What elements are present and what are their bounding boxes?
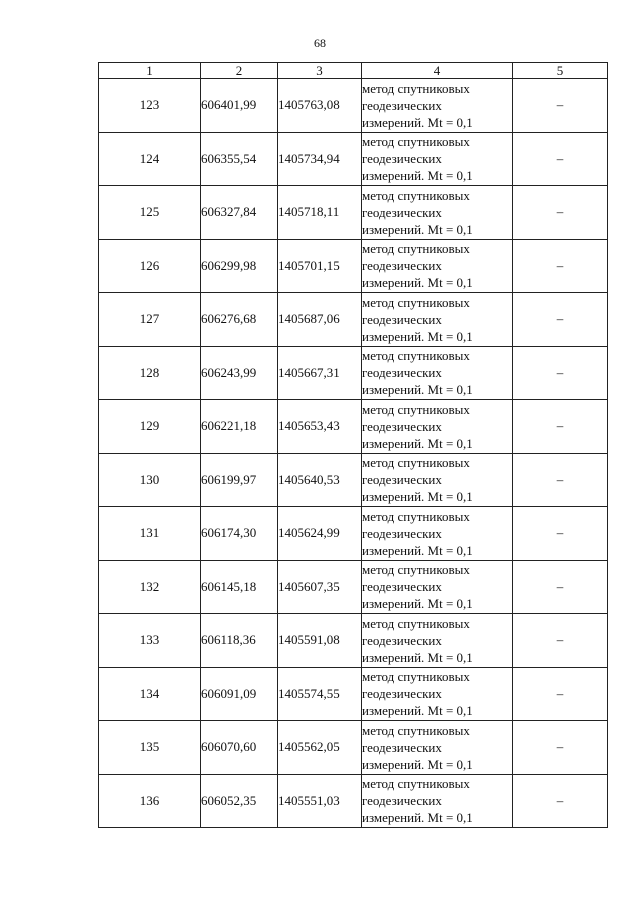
method-line: измерений. Mt = 0,1: [362, 382, 473, 398]
method-description: [362, 507, 513, 561]
coordinate-x: 606199,97: [201, 453, 278, 507]
column-5-value: –: [513, 453, 608, 507]
table-row: [99, 346, 608, 400]
method-line: геодезических: [362, 311, 442, 327]
method-line: метод спутниковых: [362, 776, 470, 792]
coordinate-x: 606401,99: [201, 79, 278, 133]
method-line: метод спутниковых: [362, 669, 470, 685]
coordinate-x: 606118,36: [201, 614, 278, 668]
coordinate-y: 1405624,99: [278, 507, 362, 561]
coordinate-y: 1405701,15: [278, 239, 362, 293]
page-number: 68: [314, 36, 326, 50]
column-5-value: –: [513, 774, 608, 828]
column-5-value: –: [513, 721, 608, 775]
point-number: 128: [99, 346, 201, 400]
method-line: метод спутниковых: [362, 722, 470, 738]
coordinate-x: 606070,60: [201, 721, 278, 775]
coordinate-y: 1405718,11: [278, 186, 362, 240]
point-number: 129: [99, 400, 201, 454]
method-line: метод спутниковых: [362, 348, 470, 364]
method-line: геодезических: [362, 472, 442, 488]
column-5-value: –: [513, 667, 608, 721]
coordinate-y: 1405591,08: [278, 614, 362, 668]
method-line: измерений. Mt = 0,1: [362, 275, 473, 291]
column-header-5: 5: [513, 63, 608, 79]
method-line: метод спутниковых: [362, 615, 470, 631]
column-header-3: 3: [278, 63, 362, 79]
point-number: 136: [99, 774, 201, 828]
method-line: геодезических: [362, 739, 442, 755]
point-number: 125: [99, 186, 201, 240]
column-5-value: –: [513, 560, 608, 614]
method-line: геодезических: [362, 204, 442, 220]
column-5-value: –: [513, 346, 608, 400]
coordinate-x: 606145,18: [201, 560, 278, 614]
coordinate-y: 1405574,55: [278, 667, 362, 721]
method-description: [362, 721, 513, 775]
method-line: геодезических: [362, 632, 442, 648]
method-line: геодезических: [362, 793, 442, 809]
method-description: [362, 132, 513, 186]
method-line: геодезических: [362, 525, 442, 541]
method-line: метод спутниковых: [362, 134, 470, 150]
coordinate-y: 1405607,35: [278, 560, 362, 614]
table-row: [99, 560, 608, 614]
method-line: измерений. Mt = 0,1: [362, 542, 473, 558]
method-line: измерений. Mt = 0,1: [362, 221, 473, 237]
point-number: 130: [99, 453, 201, 507]
method-line: метод спутниковых: [362, 80, 470, 96]
point-number: 132: [99, 560, 201, 614]
method-description: [362, 293, 513, 347]
table-row: [99, 400, 608, 454]
coordinate-x: 606327,84: [201, 186, 278, 240]
method-line: метод спутниковых: [362, 294, 470, 310]
coordinate-x: 606243,99: [201, 346, 278, 400]
method-line: метод спутниковых: [362, 187, 470, 203]
point-number: 134: [99, 667, 201, 721]
column-5-value: –: [513, 239, 608, 293]
method-line: метод спутниковых: [362, 401, 470, 417]
coordinate-y: 1405551,03: [278, 774, 362, 828]
method-description: [362, 614, 513, 668]
table-row: [99, 132, 608, 186]
coordinate-x: 606276,68: [201, 293, 278, 347]
table-row: [99, 507, 608, 561]
method-line: геодезических: [362, 365, 442, 381]
coordinate-y: 1405687,06: [278, 293, 362, 347]
point-number: 123: [99, 79, 201, 133]
method-line: метод спутниковых: [362, 508, 470, 524]
coordinate-y: 1405763,08: [278, 79, 362, 133]
column-header-4: 4: [362, 63, 513, 79]
method-description: [362, 400, 513, 454]
method-description: [362, 346, 513, 400]
table-row: [99, 721, 608, 775]
table-row: [99, 667, 608, 721]
method-line: измерений. Mt = 0,1: [362, 756, 473, 772]
method-line: измерений. Mt = 0,1: [362, 114, 473, 130]
method-line: измерений. Mt = 0,1: [362, 168, 473, 184]
point-number: 131: [99, 507, 201, 561]
method-line: геодезических: [362, 258, 442, 274]
table-header: [99, 63, 608, 79]
method-description: [362, 79, 513, 133]
table-row: [99, 614, 608, 668]
point-number: 127: [99, 293, 201, 347]
column-header-1: 1: [99, 63, 201, 79]
method-description: [362, 560, 513, 614]
column-5-value: –: [513, 132, 608, 186]
method-description: [362, 774, 513, 828]
method-line: геодезических: [362, 579, 442, 595]
method-line: измерений. Mt = 0,1: [362, 596, 473, 612]
method-line: метод спутниковых: [362, 455, 470, 471]
method-line: геодезических: [362, 151, 442, 167]
coordinate-x: 606174,30: [201, 507, 278, 561]
table-row: [99, 186, 608, 240]
method-line: метод спутниковых: [362, 562, 470, 578]
coordinate-x: 606355,54: [201, 132, 278, 186]
coordinate-y: 1405562,05: [278, 721, 362, 775]
method-line: метод спутниковых: [362, 241, 470, 257]
column-5-value: –: [513, 400, 608, 454]
table-row: [99, 293, 608, 347]
point-number: 124: [99, 132, 201, 186]
coordinate-x: 606299,98: [201, 239, 278, 293]
column-5-value: –: [513, 79, 608, 133]
coordinate-y: 1405734,94: [278, 132, 362, 186]
coordinate-x: 606091,09: [201, 667, 278, 721]
coordinates-table: [98, 62, 608, 828]
method-description: [362, 453, 513, 507]
table-row: [99, 453, 608, 507]
method-line: измерений. Mt = 0,1: [362, 810, 473, 826]
column-5-value: –: [513, 507, 608, 561]
method-line: геодезических: [362, 97, 442, 113]
table-row: [99, 774, 608, 828]
coordinate-x: 606221,18: [201, 400, 278, 454]
table-row: [99, 239, 608, 293]
coordinate-y: 1405667,31: [278, 346, 362, 400]
table-row: [99, 79, 608, 133]
method-line: измерений. Mt = 0,1: [362, 328, 473, 344]
point-number: 133: [99, 614, 201, 668]
method-line: измерений. Mt = 0,1: [362, 703, 473, 719]
column-header-2: 2: [201, 63, 278, 79]
method-line: измерений. Mt = 0,1: [362, 649, 473, 665]
coordinate-y: 1405653,43: [278, 400, 362, 454]
method-line: геодезических: [362, 418, 442, 434]
column-5-value: –: [513, 614, 608, 668]
column-5-value: –: [513, 293, 608, 347]
point-number: 126: [99, 239, 201, 293]
table-body: [99, 79, 608, 828]
header-row: [99, 63, 608, 79]
method-description: [362, 186, 513, 240]
point-number: 135: [99, 721, 201, 775]
method-description: [362, 239, 513, 293]
method-line: измерений. Mt = 0,1: [362, 489, 473, 505]
coordinate-y: 1405640,53: [278, 453, 362, 507]
method-line: геодезических: [362, 686, 442, 702]
column-5-value: –: [513, 186, 608, 240]
coordinate-x: 606052,35: [201, 774, 278, 828]
method-description: [362, 667, 513, 721]
method-line: измерений. Mt = 0,1: [362, 435, 473, 451]
